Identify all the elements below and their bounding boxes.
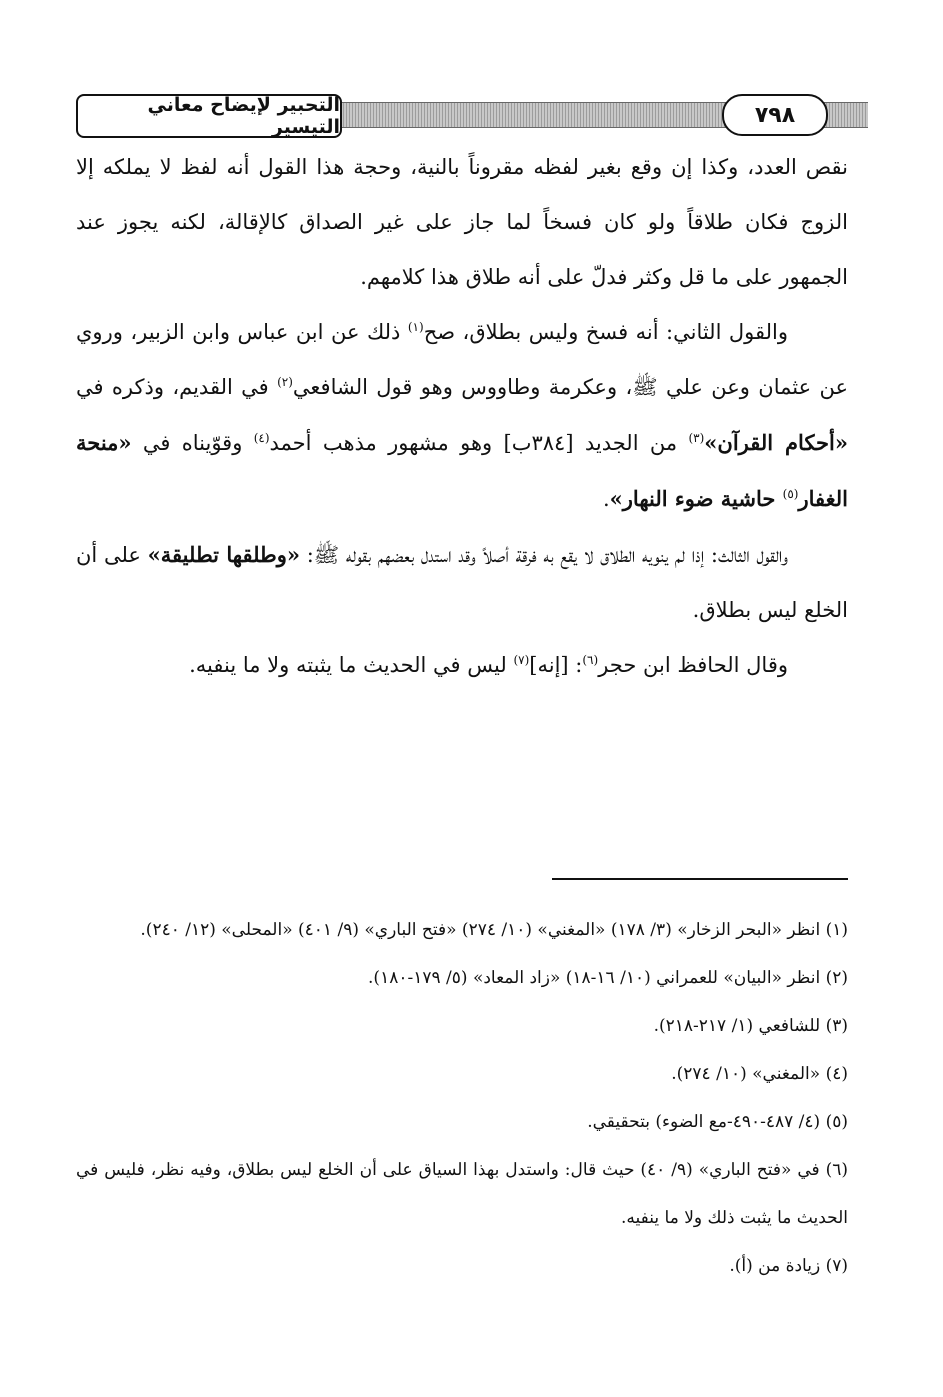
paragraph-4: [76, 638, 848, 693]
footnote-ref: (١): [407, 320, 424, 334]
paragraph-1: نقص العدد، وكذا إن وقع بغير لفظه مقروناً بالنية، وحجة هذا القول أنه لفظ لا يملكه إلا الزوج فكان طلاقاً ولو كان فسخاً لما جاز على غير الصداق كالإقالة، لكنه يجوز عند الجمهور على ما قل وكثر فدلّ على أنه طلاق هذا كلامهم.: [76, 155, 848, 289]
footnote-4: (٤) «المغني» (١٠/ ٢٧٤).: [671, 1064, 848, 1084]
paragraph-3: [76, 527, 848, 638]
text-run: وقال الحافظ ابن حجر: [598, 653, 788, 677]
page-number: ٧٩٨: [722, 94, 828, 136]
text-run: من الجديد [٣٨٤ب] وهو مشهور مذهب أحمد: [269, 431, 689, 455]
footnote-ref: (٥): [782, 487, 799, 501]
footnote-ref: (٦): [582, 653, 599, 667]
text-run: وقوّيناه في: [131, 431, 254, 455]
main-text: [76, 140, 848, 693]
text-run: ليس في الحديث ما يثبته ولا ما ينفيه.: [189, 653, 514, 677]
text-run: والقول الثاني: أنه فسخ وليس بطلاق، صح: [423, 320, 788, 344]
footnote-5: (٥) (٤/ ٤٨٧-٤٩٠-مع الضوء) بتحقيقي.: [587, 1112, 848, 1132]
footnote-ref: (٣): [688, 431, 705, 445]
text-run: : [إنه]: [529, 653, 583, 677]
footnote-ref: (٧): [513, 653, 530, 667]
book-reference: حاشية ضوء النهار»: [609, 486, 783, 511]
footnote-ref: (٤): [253, 431, 270, 445]
footnotes: [76, 906, 848, 1290]
text-run: والقول الثالث: إذا لم ينويه الطلاق لا يقع به فرقة أصلاً وقد استدل بعضهم بقوله ﷺ:: [300, 543, 788, 567]
book-reference: «منحة الغفار: [76, 430, 848, 511]
text-run: في القديم، وذكره في: [76, 375, 278, 399]
hadith-quote: «وطلقها تطليقة»: [147, 542, 300, 567]
footnote-3: (٣) للشافعي (١/ ٢١٧-٢١٨).: [653, 1016, 848, 1036]
footnote-1: (١) انظر «البحر الزخار» (٣/ ١٧٨) «المغني» (١٠/ ٢٧٤) «فتح الباري» (٩/ ٤٠١) «المحلى» (١٢/ ٢٤٠).: [140, 920, 848, 940]
footnote-6: (٦) في «فتح الباري» (٩/ ٤٠) حيث قال: واستدل بهذا السياق على أن الخلع ليس بطلاق، وفيه نظر، فليس في الحديث ما يثبت ذلك ولا ما ينفيه.: [76, 1160, 848, 1228]
footnote-2: (٢) انظر «البيان» للعمراني (١٠/ ١٦-١٨) «زاد المعاد» (٥/ ١٧٩-١٨٠).: [368, 968, 848, 988]
book-reference: «أحكام القرآن»: [704, 430, 848, 455]
running-title: التحبير لإيضاح معاني التيسير: [76, 94, 342, 138]
footnote-ref: (٢): [277, 375, 293, 389]
paragraph-2: [76, 305, 848, 527]
text-run: .: [602, 487, 610, 511]
footnote-divider: [552, 878, 848, 880]
footnote-7: (٧) زيادة من (أ).: [729, 1256, 848, 1276]
text-run: ذلك عن ابن عباس وابن الزبير، وروي عن عثمان وعن علي ﷺ، وعكرمة وطاووس وهو قول الشافعي: [76, 320, 848, 399]
text-run: على أن الخلع ليس بطلاق.: [76, 543, 848, 622]
